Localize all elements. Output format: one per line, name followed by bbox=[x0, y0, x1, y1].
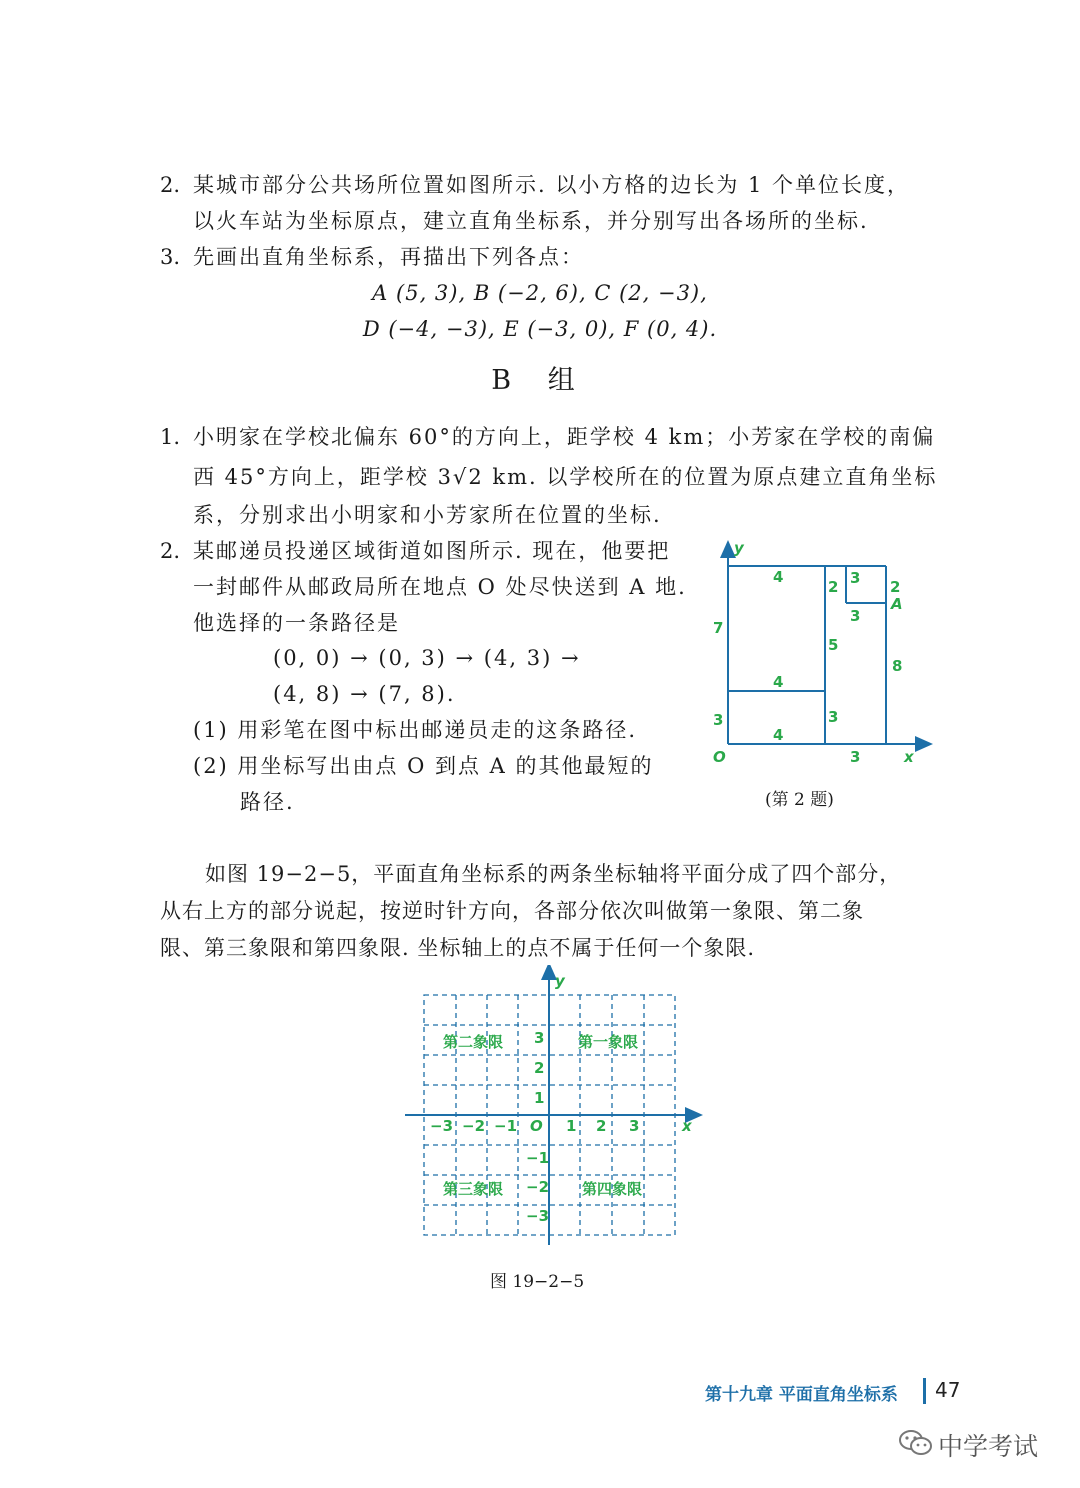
problem-a2-line-2: 以火车站为坐标原点，建立直角坐标系，并分别写出各场所的坐标. bbox=[193, 209, 869, 233]
fig2-label-3e: 3 bbox=[850, 748, 861, 766]
problem-b2-number: 2. bbox=[160, 539, 181, 563]
fig2-caption: (第 2 题) bbox=[765, 790, 834, 810]
quadrant-label-3: 第三象限 bbox=[443, 1180, 504, 1198]
problem-a2-line-1: 某城市部分公共场所位置如图所示. 以小方格的边长为 1 个单位长度， bbox=[193, 173, 911, 197]
y-tick-3: 3 bbox=[534, 1029, 545, 1047]
problem-b2-sub1: (1) 用彩笔在图中标出邮递员走的这条路径. bbox=[193, 718, 638, 742]
watermark-text: 中学考试 bbox=[938, 1432, 1039, 1461]
problem-a3-number: 3. bbox=[160, 245, 181, 269]
x-tick-1: 1 bbox=[566, 1117, 577, 1135]
x-tick-neg1: −1 bbox=[494, 1117, 518, 1135]
quadrant-origin: O bbox=[530, 1117, 543, 1135]
problem-b2-line-3: 他选择的一条路径是 bbox=[193, 611, 400, 635]
x-tick-neg3: −3 bbox=[430, 1117, 454, 1135]
problem-b1-number: 1. bbox=[160, 425, 181, 449]
quadrant-figure bbox=[400, 965, 710, 1255]
problem-b2-line-2: 一封邮件从邮政局所在地点 O 处尽快送到 A 地. bbox=[193, 575, 687, 599]
quadrant-label-1: 第一象限 bbox=[578, 1033, 639, 1051]
path-line-2: (4, 8) → (7, 8). bbox=[273, 682, 456, 706]
x-tick-neg2: −2 bbox=[462, 1117, 486, 1135]
fig2-label-3d: 3 bbox=[828, 708, 839, 726]
group-b-heading: B 组 bbox=[491, 365, 589, 396]
fig2-label-2: 2 bbox=[828, 578, 839, 596]
footer-divider bbox=[923, 1378, 926, 1404]
quadrant-x-label: x bbox=[682, 1117, 692, 1135]
paragraph-line-1: 如图 19−2−5，平面直角坐标系的两条坐标轴将平面分成了四个部分， bbox=[205, 862, 902, 886]
footer-chapter-title: 第十九章 平面直角坐标系 bbox=[705, 1385, 898, 1405]
street-map-figure bbox=[700, 530, 940, 790]
quadrant-y-label: y bbox=[555, 972, 565, 990]
fig2-y-label: y bbox=[734, 539, 744, 557]
fig2-label-4a: 4 bbox=[773, 673, 784, 691]
y-tick-neg1: −1 bbox=[526, 1149, 550, 1167]
fig2-label-8: 8 bbox=[892, 657, 903, 675]
y-tick-2: 2 bbox=[534, 1059, 545, 1077]
fig2-label-3b: 3 bbox=[850, 607, 861, 625]
paragraph-line-3: 限、第三象限和第四象限. 坐标轴上的点不属于任何一个象限. bbox=[160, 936, 756, 960]
fig5-caption: 图 19−2−5 bbox=[490, 1272, 585, 1292]
fig2-label-4b: 4 bbox=[773, 726, 784, 744]
fig2-label-7: 7 bbox=[713, 619, 724, 637]
fig2-label-2b: 2 bbox=[890, 578, 901, 596]
wechat-icon bbox=[898, 1428, 934, 1458]
fig2-point-a: A bbox=[891, 595, 903, 613]
problem-b2-sub2-line-2: 路径. bbox=[240, 790, 295, 814]
problem-a3-line-1: 先画出直角坐标系，再描出下列各点： bbox=[193, 245, 584, 269]
problem-b1-line-2: 西 45°方向上，距学校 3√2 km. 以学校所在的位置为原点建立直角坐标 bbox=[193, 465, 938, 489]
y-tick-1: 1 bbox=[534, 1089, 545, 1107]
fig2-label-4-top: 4 bbox=[773, 568, 784, 586]
y-tick-neg3: −3 bbox=[526, 1207, 550, 1225]
problem-a2-number: 2. bbox=[160, 173, 181, 197]
path-line-1: (0, 0) → (0, 3) → (4, 3) → bbox=[273, 646, 581, 670]
problem-b1-line-1: 小明家在学校北偏东 60°的方向上，距学校 4 km；小芳家在学校的南偏 bbox=[193, 425, 936, 449]
y-tick-neg2: −2 bbox=[526, 1178, 550, 1196]
problem-b2-line-1: 某邮递员投递区域街道如图所示. 现在，他要把 bbox=[193, 539, 671, 563]
fig2-label-5: 5 bbox=[828, 636, 839, 654]
points-line-2: D (−4, −3), E (−3, 0), F (0, 4). bbox=[362, 317, 718, 341]
quadrant-label-2: 第二象限 bbox=[443, 1033, 504, 1051]
problem-b2-sub2-line-1: (2) 用坐标写出由点 O 到点 A 的其他最短的 bbox=[193, 754, 654, 778]
x-tick-3: 3 bbox=[629, 1117, 640, 1135]
problem-b1-line-3: 系，分别求出小明家和小芳家所在位置的坐标. bbox=[193, 503, 662, 527]
page-number: 47 bbox=[935, 1378, 961, 1402]
paragraph-line-2: 从右上方的部分说起，按逆时针方向，各部分依次叫做第一象限、第二象 bbox=[160, 899, 864, 923]
fig2-x-label: x bbox=[904, 748, 914, 766]
fig2-origin: O bbox=[713, 748, 726, 766]
quadrant-label-4: 第四象限 bbox=[582, 1180, 643, 1198]
x-tick-2: 2 bbox=[596, 1117, 607, 1135]
fig2-label-3a: 3 bbox=[850, 569, 861, 587]
fig2-label-3c: 3 bbox=[713, 711, 724, 729]
points-line-1: A (5, 3), B (−2, 6), C (2, −3), bbox=[372, 281, 708, 305]
